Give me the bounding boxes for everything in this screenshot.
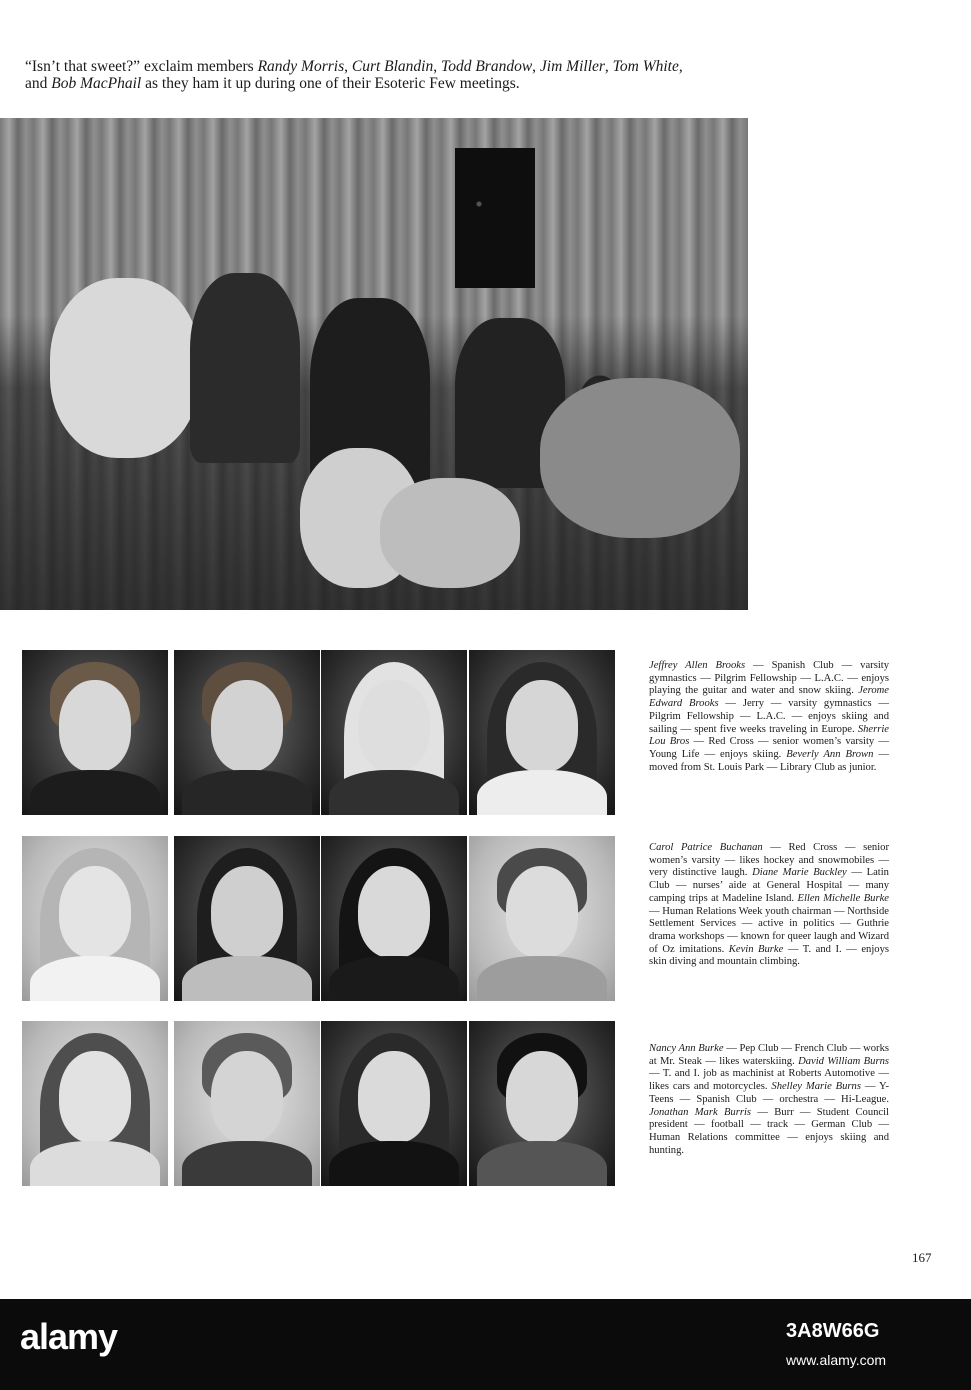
student-details: — Human Relations Week youth chairman — Northside Settlement Services — active in politics — Guthrie drama workshops — known for queer laugh and Wizard of Oz imitations. (649, 905, 889, 955)
caption-name: Tom White (612, 58, 679, 75)
student-name: Ellen Michelle Burke (797, 892, 889, 904)
student-name: Jeffrey Allen Brooks (649, 660, 746, 671)
stock-logo: alamy (20, 1316, 118, 1357)
portrait-photo (469, 650, 615, 815)
portrait-photo (321, 650, 467, 815)
student-details: — Spanish Club — varsity gymnastics — Pilgrim Fellowship — L.A.C. — enjoys playing the guitar and water and snow skiing. (649, 660, 889, 697)
caption-name: Jim Miller (539, 58, 605, 75)
student-details: — T. and I. — enjoys skin diving and mountain climbing. (649, 943, 889, 968)
portrait-photo (469, 1021, 615, 1186)
student-name: Nancy Ann Burke (649, 1043, 724, 1054)
portrait-photo (22, 1021, 168, 1186)
caption-name: Bob MacPhail (51, 75, 142, 92)
portrait-photo (321, 1021, 467, 1186)
student-name: Beverly Ann Brown (786, 748, 874, 760)
photo-figure (190, 273, 300, 463)
student-name: Jonathan Mark Burris (649, 1106, 752, 1118)
bio-paragraph-row-2 (649, 842, 889, 969)
student-details: — moved from St. Louis Park — Library Club as junior. (649, 748, 889, 773)
caption-and: and (25, 75, 48, 92)
student-name: Kevin Burke (728, 943, 784, 955)
photo-figure (540, 378, 740, 538)
caption-name: Todd Brandow (441, 58, 533, 75)
portrait-photo (174, 836, 320, 1001)
stock-url: www.alamy.com (786, 1352, 887, 1368)
student-name: David William Burns (798, 1055, 889, 1067)
caption-name: Curt Blandin (351, 58, 434, 75)
student-details: — Pep Club — French Club — works at Mr. Steak — likes waterskiing. (649, 1043, 889, 1067)
portrait-photo (22, 836, 168, 1001)
photo-figure (50, 278, 200, 458)
portrait-photo (174, 1021, 320, 1186)
student-details: — T. and I. job as machinist at Roberts Automotive — likes cars and motorcycles. (649, 1068, 889, 1093)
student-details: — Burr — Student Council president — football — track — German Club — Human Relations committee — enjoys skiing and hunting. (649, 1106, 889, 1156)
portrait-photo (22, 650, 168, 815)
page-number: 167 (912, 1250, 932, 1265)
caption-pre: exclaim members (143, 58, 254, 75)
bio-paragraph-row-1 (649, 660, 889, 774)
student-name: Sherrie Lou Bros (649, 723, 889, 748)
student-details: — Y-Teens — Spanish Club — orchestra — Hi-League. (649, 1081, 889, 1105)
student-details: — Jerry — varsity gymnastics — Pilgrim Fellowship — L.A.C. — enjoys skiing and sailing — spent five weeks traveling in Europe. (649, 698, 889, 735)
photo-window (455, 148, 535, 288)
portrait-photo (321, 836, 467, 1001)
photo-figure (380, 478, 520, 588)
bio-paragraph-row-3 (649, 1043, 889, 1157)
student-details: — Red Cross — senior women’s varsity — likes hockey and snowmobiles — very distinctive laugh. (649, 842, 889, 879)
stock-image-id: 3A8W66G (786, 1320, 880, 1342)
portrait-photo (174, 650, 320, 815)
stock-watermark-bar (0, 1299, 971, 1390)
student-details: — Red Cross — senior women’s varsity — Young Life — enjoys skiing. (649, 736, 889, 760)
portrait-photo (469, 836, 615, 1001)
caption-quote: “Isn’t that sweet?” (25, 58, 141, 75)
student-name: Diane Marie Buckley (752, 867, 847, 879)
caption-name: Randy Morris (257, 58, 345, 75)
student-name: Jerome Edward Brooks (649, 685, 889, 710)
student-name: Shelley Marie Burns (771, 1081, 861, 1093)
group-photo-caption: “Isn’t that sweet?” exclaim members Randy Morris, Curt Blandin, Todd Brandow, Jim Miller, Tom White, and Bob MacPhail as they ham it up during one of their Esoteric Few meetings. (25, 58, 683, 92)
student-details: — Latin Club — nurses’ aide at General Hospital — many camping trips at Madeline Island. (649, 867, 889, 904)
group-photo (0, 118, 748, 610)
caption-post: as they ham it up during one of their Esoteric Few meetings. (145, 75, 520, 92)
student-name: Carol Patrice Buchanan (649, 842, 763, 853)
